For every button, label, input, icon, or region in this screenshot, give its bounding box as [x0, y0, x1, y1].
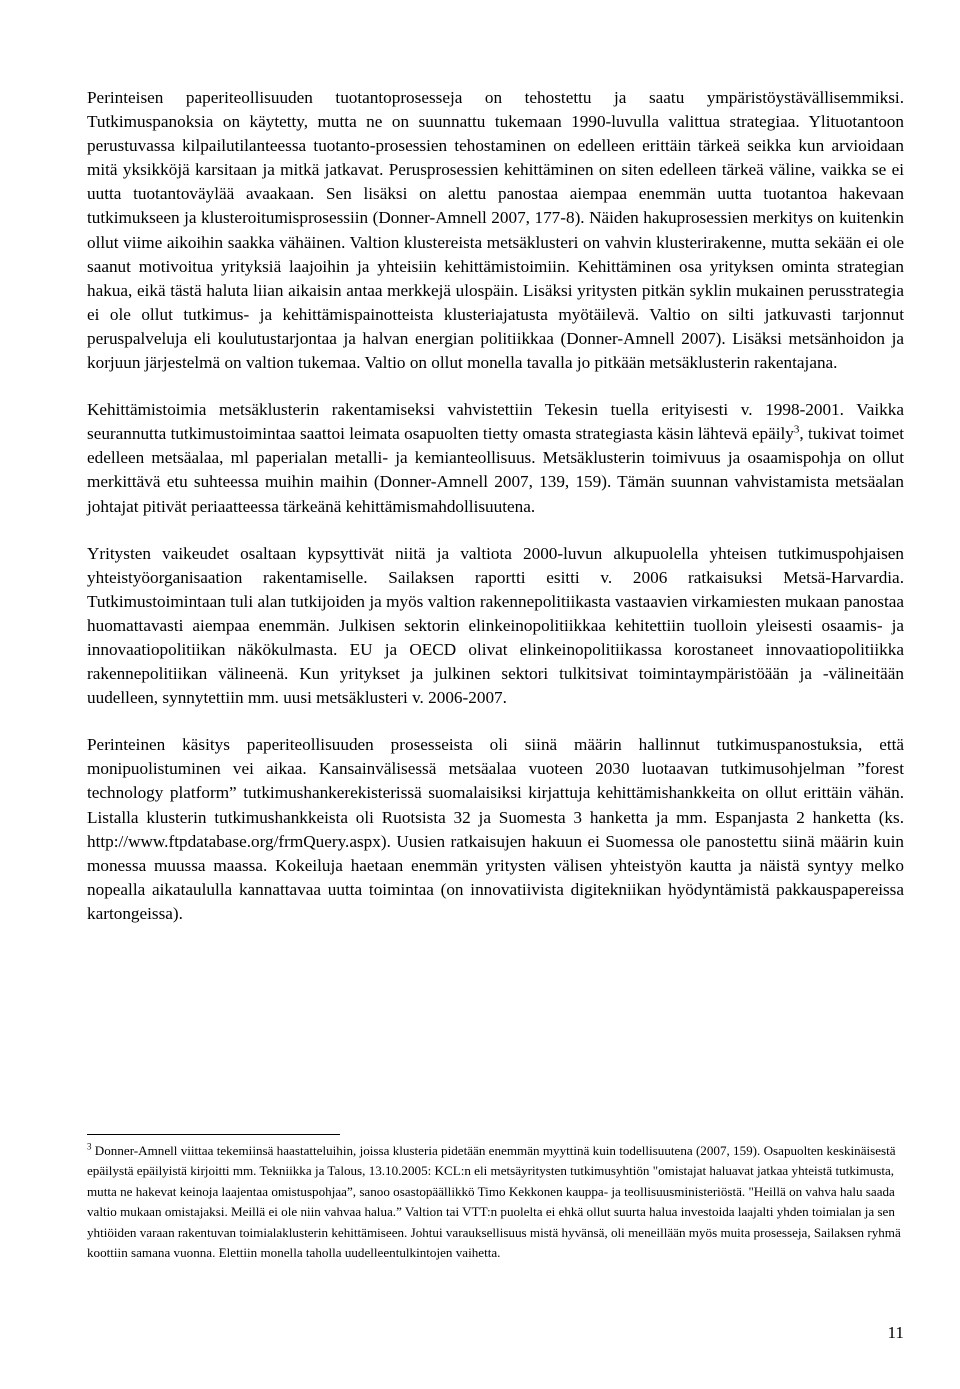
- paragraph-2-text-before-note: Kehittämistoimia metsäklusterin rakentamiseksi vahvistettiin Tekesin tuella erityisesti v. 1998-2001. Vaikka seurannutta tutkimustoimintaa saattoi leimata osapuolten tietty omasta strategiasta käsin lähtevä epäily: [87, 400, 904, 444]
- paragraph-1: Perinteisen paperiteollisuuden tuotantoprosesseja on tehostettu ja saatu ympäristöystävällisemmiksi. Tutkimuspanoksia on käytetty, mutta ne on suunnattu tukemaan 1990-luvulla valittua strategiaa. Ylituotantoon perustuvassa kilpailutilanteessa tuotanto-prosessien tehostaminen on edelleen erittäin tärkeä seikka kun arvioidaan mitä yksikköjä karsitaan ja mitkä jatkavat. Perusprosessien kehittäminen on siten edelleen tärkeä väline, vaikka se ei uutta tuotantoväylää avaakaan. Sen lisäksi on alettu panostaa aiempaa enemmän uutta tuotantoa hakevaan tutkimukseen ja klusteroitumisprosessiin (Donner-Amnell 2007, 177-8). Näiden hakuprosessien merkitys on kuitenkin ollut viime aikoihin saakka vähäinen. Valtion klustereista metsäklusteri on vahvin klusterirakenne, mutta sekään ei ole saanut motivoitua yrityksiä laajoihin ja yhteisiin kehittämistoimiin. Kehittäminen osa yrityksen ominta strategian hakua, eikä tästä haluta liian aikaisin antaa merkkejä ulospäin. Lisäksi yritysten pitkän syklin mukainen perusstrategia ei ole ollut tutkimus- ja kehittämispainotteista klusteriajatusta myötäilevä. Valtio on silti jatkuvasti tarjonnut peruspalveluja eli koulutustarjontaa ja halvan energian politiikkaa (Donner-Amnell 2007). Lisäksi metsänhoidon ja korjuun järjestelmä on valtion tukemaa. Valtio on ollut monella tavalla jo pitkään metsäklusterin rakentajana.: [87, 88, 904, 373]
- page-number: 11: [887, 1323, 904, 1342]
- footnote-reference[interactable]: 3: [793, 423, 800, 436]
- footnote-marker: 3: [87, 1141, 92, 1152]
- paragraph-4: Perinteinen käsitys paperiteollisuuden prosesseista oli siinä määrin hallinnut tutkimuspanostuksia, että monipuolistuminen vei aikaa. Kansainvälisessä metsäalaa vuoteen 2030 luotaavan tutkimusohjelman ”forest technology platform” tutkimushankerekisterissä suomalaisiksi kirjattuja kehittämishankkeita on ollut erittäin vähän. Listalla klusterin tutkimushankkeista oli Ruotsista 32 ja Suomesta 3 hanketta ja mm. Espanjasta 2 hanketta (ks. http://www.ftpdatabase.org/frmQuery.aspx). Uusien ratkaisujen hakuun ei Suomessa ole panostettu siinä määrin kuin monessa muussa maassa. Kokeiluja haetaan enemmän yritysten välisen yhteistyön kautta ja näistä syntyy melko nopealla aikataululla kannattavaa uutta toimintaa (on innovatiivista digitekniikan hyödyntämistä pakkauspapereissa kartongeissa).: [87, 735, 904, 923]
- footnote-text: Donner-Amnell viittaa tekemiinsä haastatteluihin, joissa klusteria pidetään enemmän myyttinä kuin todellisuutena (2007, 159). Osapuolten keskinäisestä epäilystä epäilyistä kirjoitti mm. Tekniikka ja Talous, 13.10.2005: KCL:n eli metsäyritysten tutkimusyhtiön "omistajat haluavat jatkaa yhteistä tutkimusta, mutta ne hakevat keinoja laajentaa omistuspohjaa”, sanoo osastopäällikkö Timo Kekkonen kauppa- ja teollisuusministeriöstä. "Heillä on vahva halu saada valtio mukaan omistajaksi. Meillä ei ole niin vahvaa halua.” Valtion tai VTT:n puolelta ei ehkä ollut suurta halua investoida laajalti yhden toimialan ja sen yhtiöiden varaan rakentuvan toimialaklusterin kehittämiseen. Johtui varauksellisuus mistä hyvänsä, oli meneillään myös muita prosesseja, Sailaksen ryhmä koottiin samana vuonna. Elettiin monella taholla uudelleentulkintojen vaihetta.: [87, 1143, 901, 1261]
- footnote: [87, 1141, 904, 1263]
- paragraph-3: Yritysten vaikeudet osaltaan kypsyttivät niitä ja valtiota 2000-luvun alkupuolella yhteisen tutkimuspohjaisen yhteistyöorganisaation rakentamiselle. Sailaksen raportti esitti v. 2006 ratkaisuksi Metsä-Harvardia. Tutkimustoimintaan tuli alan tutkijoiden ja myös valtion rakennepolitiikasta vastaavien virkamiesten mukaan panostaa huomattavasti aiempaa enemmän. Julkisen sektorin elinkeinopolitiikkaa kehitettiin tuolloin yleisesti osaamis- ja innovaatiopolitiikan näkökulmasta. EU ja OECD olivat elinkeinopolitiikassa korostaneet innovaatiopolitiikka rakennepolitiikan välineenä. Kun yritykset ja julkinen sektori tulkitsivat toimintaympäristöään ja -välineitään uudelleen, synnytettiin mm. uusi metsäklusteri v. 2006-2007.: [87, 543, 904, 708]
- document-body: [87, 86, 904, 949]
- paragraph-2: [87, 398, 904, 518]
- footnote-separator: [87, 1134, 340, 1135]
- paragraph-2-text-after-note: , tukivat toimet edelleen metsäalaa, ml paperialan metalli- ja kemianteollisuus. Metsäklusterin toimivuus ja osaamispohja on ollut merkittävä etu suhteessa muihin maihin (Donner-Amnell 2007, 139, 159). Tämän suunnan vahvistamista metsäalan johtajat pitivät periaatteessa tärkeänä kehittämismahdollisuutena.: [87, 424, 904, 516]
